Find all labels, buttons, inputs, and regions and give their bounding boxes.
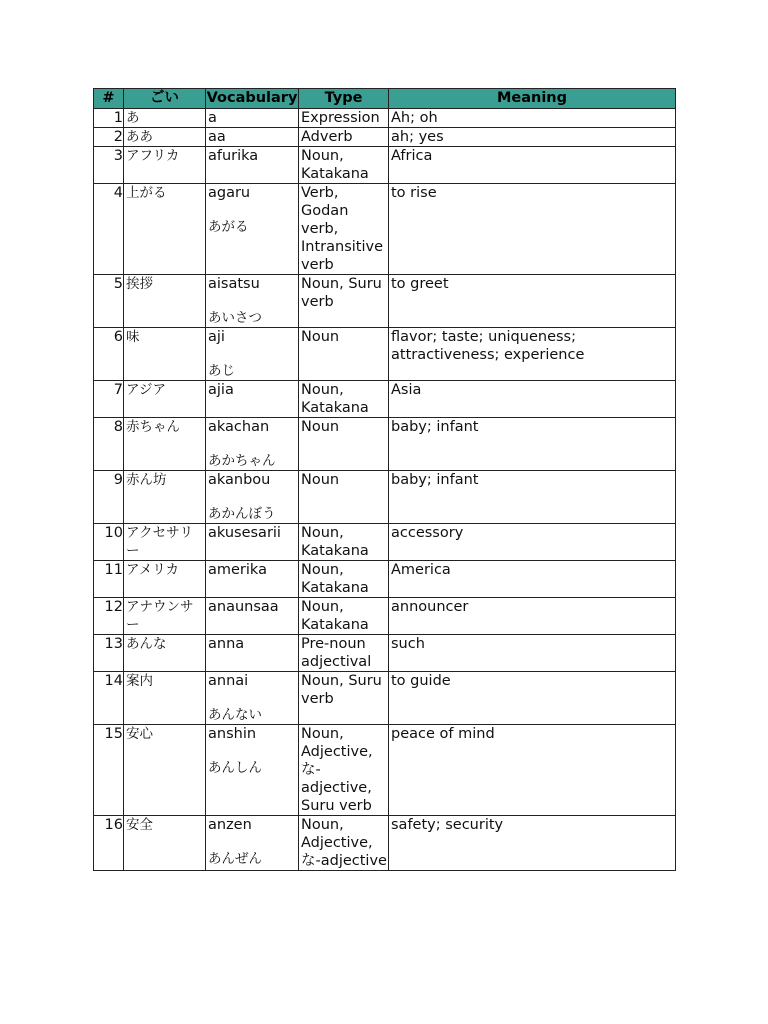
goi-cell: 赤ちゃん — [124, 418, 206, 471]
header-type: Type — [299, 89, 389, 109]
type-cell: Noun, Katakana — [299, 561, 389, 598]
vocabulary-cell — [206, 816, 299, 871]
goi-cell: 味 — [124, 328, 206, 381]
goi-cell: アナウンサー — [124, 598, 206, 635]
type-cell: Noun, Katakana — [299, 147, 389, 184]
type-cell: Noun — [299, 328, 389, 381]
row-number: 13 — [94, 635, 124, 672]
kana-reading: あんない — [208, 707, 262, 723]
header-vocabulary: Vocabulary — [206, 89, 299, 109]
vocabulary-cell — [206, 147, 299, 184]
goi-cell: アジア — [124, 381, 206, 418]
romaji-text: afurika — [208, 148, 259, 164]
type-cell: Noun, Suru verb — [299, 672, 389, 725]
romaji-text: ajia — [208, 382, 234, 398]
goi-cell: アフリカ — [124, 147, 206, 184]
type-cell: Noun, Adjective, な-adjective, Suru verb — [299, 725, 389, 816]
row-number: 5 — [94, 275, 124, 328]
goi-cell: 上がる — [124, 184, 206, 275]
type-cell: Noun, Katakana — [299, 524, 389, 561]
table-body — [94, 109, 676, 871]
romaji-text: anzen — [208, 817, 252, 833]
goi-cell: 挨拶 — [124, 275, 206, 328]
table-row — [94, 147, 676, 184]
meaning-cell: safety; security — [389, 816, 676, 871]
vocabulary-cell — [206, 598, 299, 635]
romaji-text: agaru — [208, 185, 251, 201]
goi-cell: アメリカ — [124, 561, 206, 598]
goi-cell: 案内 — [124, 672, 206, 725]
vocabulary-cell — [206, 381, 299, 418]
kana-reading: あんしん — [208, 760, 262, 776]
romaji-text: aji — [208, 329, 225, 345]
meaning-cell: Africa — [389, 147, 676, 184]
romaji-text: aisatsu — [208, 276, 260, 292]
kana-reading: あんぜん — [208, 851, 262, 867]
table-row — [94, 672, 676, 725]
vocabulary-cell — [206, 561, 299, 598]
kana-reading: あじ — [208, 363, 235, 379]
table-row — [94, 128, 676, 147]
meaning-cell: such — [389, 635, 676, 672]
meaning-cell: Ah; oh — [389, 109, 676, 128]
header-num: # — [94, 89, 124, 109]
row-number: 16 — [94, 816, 124, 871]
type-cell: Noun, Katakana — [299, 598, 389, 635]
row-number: 10 — [94, 524, 124, 561]
kana-reading: あいさつ — [208, 310, 262, 326]
vocabulary-cell — [206, 524, 299, 561]
table-row — [94, 635, 676, 672]
row-number: 12 — [94, 598, 124, 635]
kana-reading: あかちゃん — [208, 453, 276, 469]
type-cell: Pre-noun adjectival — [299, 635, 389, 672]
meaning-cell: baby; infant — [389, 418, 676, 471]
row-number: 3 — [94, 147, 124, 184]
type-cell: Noun — [299, 471, 389, 524]
header-row — [94, 89, 676, 109]
type-cell: Noun — [299, 418, 389, 471]
goi-cell: 赤ん坊 — [124, 471, 206, 524]
table-row — [94, 725, 676, 816]
vocabulary-cell — [206, 635, 299, 672]
goi-cell: 安心 — [124, 725, 206, 816]
romaji-text: annai — [208, 673, 249, 689]
meaning-cell: announcer — [389, 598, 676, 635]
meaning-cell: baby; infant — [389, 471, 676, 524]
vocabulary-table — [93, 88, 676, 871]
vocabulary-cell — [206, 725, 299, 816]
row-number: 7 — [94, 381, 124, 418]
vocabulary-cell — [206, 672, 299, 725]
row-number: 2 — [94, 128, 124, 147]
meaning-cell: Asia — [389, 381, 676, 418]
table-row — [94, 418, 676, 471]
type-cell: Noun, Suru verb — [299, 275, 389, 328]
romaji-text: anshin — [208, 726, 257, 742]
type-cell: Adverb — [299, 128, 389, 147]
meaning-cell: America — [389, 561, 676, 598]
header-goi: ごい — [124, 89, 206, 109]
type-cell: Noun, Adjective, な-adjective — [299, 816, 389, 871]
vocabulary-cell — [206, 471, 299, 524]
row-number: 9 — [94, 471, 124, 524]
type-cell: Verb, Godan verb, Intransitive verb — [299, 184, 389, 275]
meaning-cell: flavor; taste; uniqueness; attractiveness; experience — [389, 328, 676, 381]
table-row — [94, 524, 676, 561]
goi-cell: アクセサリー — [124, 524, 206, 561]
table-row — [94, 471, 676, 524]
vocabulary-cell — [206, 184, 299, 275]
meaning-cell: to rise — [389, 184, 676, 275]
romaji-text: akusesarii — [208, 525, 281, 541]
kana-reading: あかんぼう — [208, 506, 276, 522]
type-cell: Noun, Katakana — [299, 381, 389, 418]
romaji-text: akachan — [208, 419, 270, 435]
type-cell: Expression — [299, 109, 389, 128]
table-row — [94, 328, 676, 381]
romaji-text: akanbou — [208, 472, 271, 488]
romaji-text: amerika — [208, 562, 267, 578]
meaning-cell: ah; yes — [389, 128, 676, 147]
row-number: 1 — [94, 109, 124, 128]
row-number: 6 — [94, 328, 124, 381]
meaning-cell: peace of mind — [389, 725, 676, 816]
row-number: 15 — [94, 725, 124, 816]
goi-cell: ああ — [124, 128, 206, 147]
row-number: 8 — [94, 418, 124, 471]
romaji-text: anna — [208, 636, 245, 652]
vocabulary-cell — [206, 418, 299, 471]
goi-cell: あ — [124, 109, 206, 128]
table-row — [94, 561, 676, 598]
vocabulary-cell — [206, 328, 299, 381]
row-number: 11 — [94, 561, 124, 598]
meaning-cell: accessory — [389, 524, 676, 561]
meaning-cell: to greet — [389, 275, 676, 328]
row-number: 4 — [94, 184, 124, 275]
romaji-text: aa — [208, 129, 226, 145]
table-row — [94, 275, 676, 328]
table-row — [94, 381, 676, 418]
meaning-cell: to guide — [389, 672, 676, 725]
table-row — [94, 598, 676, 635]
table-row — [94, 184, 676, 275]
vocabulary-cell — [206, 109, 299, 128]
goi-cell: あんな — [124, 635, 206, 672]
goi-cell: 安全 — [124, 816, 206, 871]
vocabulary-cell — [206, 128, 299, 147]
table-row — [94, 109, 676, 128]
vocabulary-cell — [206, 275, 299, 328]
romaji-text: anaunsaa — [208, 599, 279, 615]
table-row — [94, 816, 676, 871]
row-number: 14 — [94, 672, 124, 725]
kana-reading: あがる — [208, 219, 249, 235]
header-meaning: Meaning — [389, 89, 676, 109]
romaji-text: a — [208, 110, 217, 126]
